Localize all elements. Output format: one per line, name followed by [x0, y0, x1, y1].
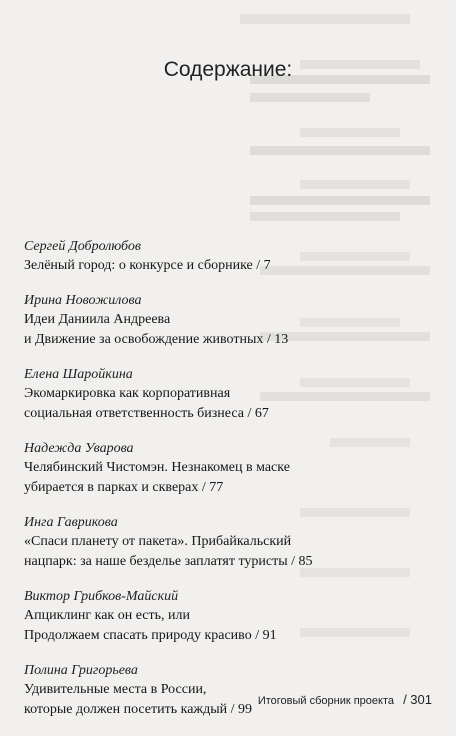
page-number: / 301	[403, 692, 432, 707]
table-of-contents	[24, 238, 434, 736]
toc-entry-author: Полина Григорьева	[24, 663, 138, 678]
toc-entry-title-line: Идеи Даниила Андреева	[24, 312, 171, 327]
toc-entry	[24, 238, 434, 276]
toc-entry-author: Ирина Новожилова	[24, 293, 142, 308]
toc-entry-title-line: Удивительные места в России,	[24, 682, 207, 697]
toc-entry	[24, 514, 434, 572]
page-footer	[258, 692, 432, 707]
toc-entry	[24, 440, 434, 498]
toc-entry-author: Виктор Грибков-Майский	[24, 589, 179, 604]
toc-entry	[24, 292, 434, 350]
toc-entry-title-line: Челябинский Чистомэн. Незнакомец в маске	[24, 460, 290, 475]
toc-entry-author: Сергей Добролюбов	[24, 239, 141, 254]
toc-entry-title-line: социальная ответственность бизнеса / 67	[24, 406, 269, 421]
toc-entry-title-line: и Движение за освобождение животных / 13	[24, 332, 289, 347]
toc-entry	[24, 588, 434, 646]
toc-entry-title-line: Экомаркировка как корпоративная	[24, 386, 231, 401]
toc-entry-title-line: убирается в парках и скверах / 77	[24, 480, 224, 495]
page-title: Содержание:	[163, 58, 293, 81]
toc-entry-title-line: нацпарк: за наше безделье заплатят туристы / 85	[24, 554, 313, 569]
toc-entry-author: Инга Гаврикова	[24, 515, 118, 530]
toc-entry-author: Елена Шаройкина	[24, 367, 133, 382]
toc-entry	[24, 662, 434, 720]
collection-name: Итоговый сборник проекта	[257, 695, 395, 707]
toc-entry-title-line: Апциклинг как он есть, или	[24, 608, 190, 623]
toc-entry-title-line: Продолжаем спасать природу красиво / 91	[24, 628, 277, 643]
toc-entry-title-line: Зелёный город: о конкурсе и сборнике / 7	[24, 258, 271, 273]
toc-entry-author: Надежда Уварова	[24, 441, 134, 456]
toc-entry-title-line: «Спаси планету от пакета». Прибайкальский	[24, 534, 292, 549]
toc-entry	[24, 366, 434, 424]
toc-entry-title-line: которые должен посетить каждый / 99	[24, 702, 253, 717]
